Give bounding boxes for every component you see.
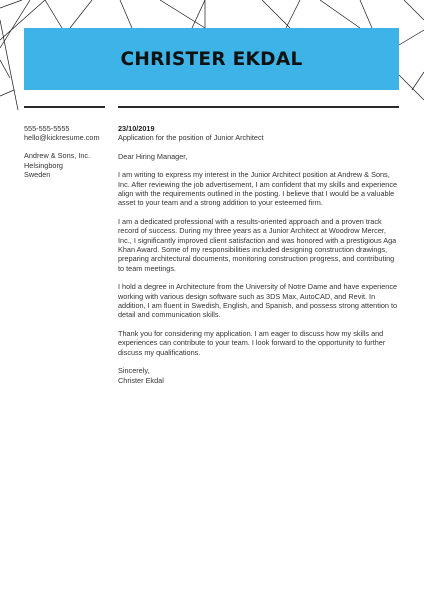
signature-name: Christer Ekdal (118, 375, 164, 385)
email-address: hello@kickresume.com (24, 133, 100, 143)
recipient-address (24, 151, 114, 179)
letter-greeting: Dear Hiring Manager, (118, 151, 188, 161)
signature-block (118, 366, 400, 385)
contact-sidebar (24, 124, 114, 188)
name-banner (24, 28, 399, 90)
main-divider (118, 106, 399, 108)
paragraph-education: I hold a degree in Architecture from the University of Notre Dame and have experience working with various design software such as 3DS Max, AutoCAD, and Revit. In addition, I am fluent in Swedish, English, and Spanish, and possess strong attention to detail and communication skills. (118, 282, 398, 320)
contact-info (24, 124, 114, 142)
recipient-country: Sweden (24, 169, 51, 179)
letter-date: 23/10/2019 (118, 124, 155, 133)
phone-number: 555-555-5555 (24, 124, 70, 133)
recipient-city: Helsingborg (24, 160, 63, 170)
closing-salutation: Sincerely, (118, 366, 150, 376)
letter-subject: Application for the position of Junior Architect (118, 133, 264, 143)
paragraph-intro: I am writing to express my interest in the Junior Architect position at Andrew & Sons, Inc. After reviewing the job advertisement, I am confident that my skills and experience align with the requirements outlined in the posting. I believe that I would be a valuable asset to your team and a strong addition to your esteemed firm. (118, 170, 398, 208)
paragraph-closing: Thank you for considering my application. I am eager to discuss how my skills and experiences can contribute to your team. I look forward to the opportunity to further discuss my qualifications. (118, 329, 386, 357)
letter-body (118, 124, 400, 385)
paragraph-experience: I am a dedicated professional with a results-oriented approach and a proven track record of success. During my three years as a Junior Architect at Woodrow Mercer, Inc., I significantly improved client satisfaction and was honored with a prestigious Aga Khan Award. Some of my responsibilities included designing construction drawings, preparing architectural documents, monitoring construction progress, and contributing to team meetings. (118, 217, 397, 273)
applicant-name: CHRISTER EKDAL (120, 48, 303, 70)
recipient-company: Andrew & Sons, Inc. (24, 151, 91, 161)
sidebar-divider (24, 106, 105, 108)
